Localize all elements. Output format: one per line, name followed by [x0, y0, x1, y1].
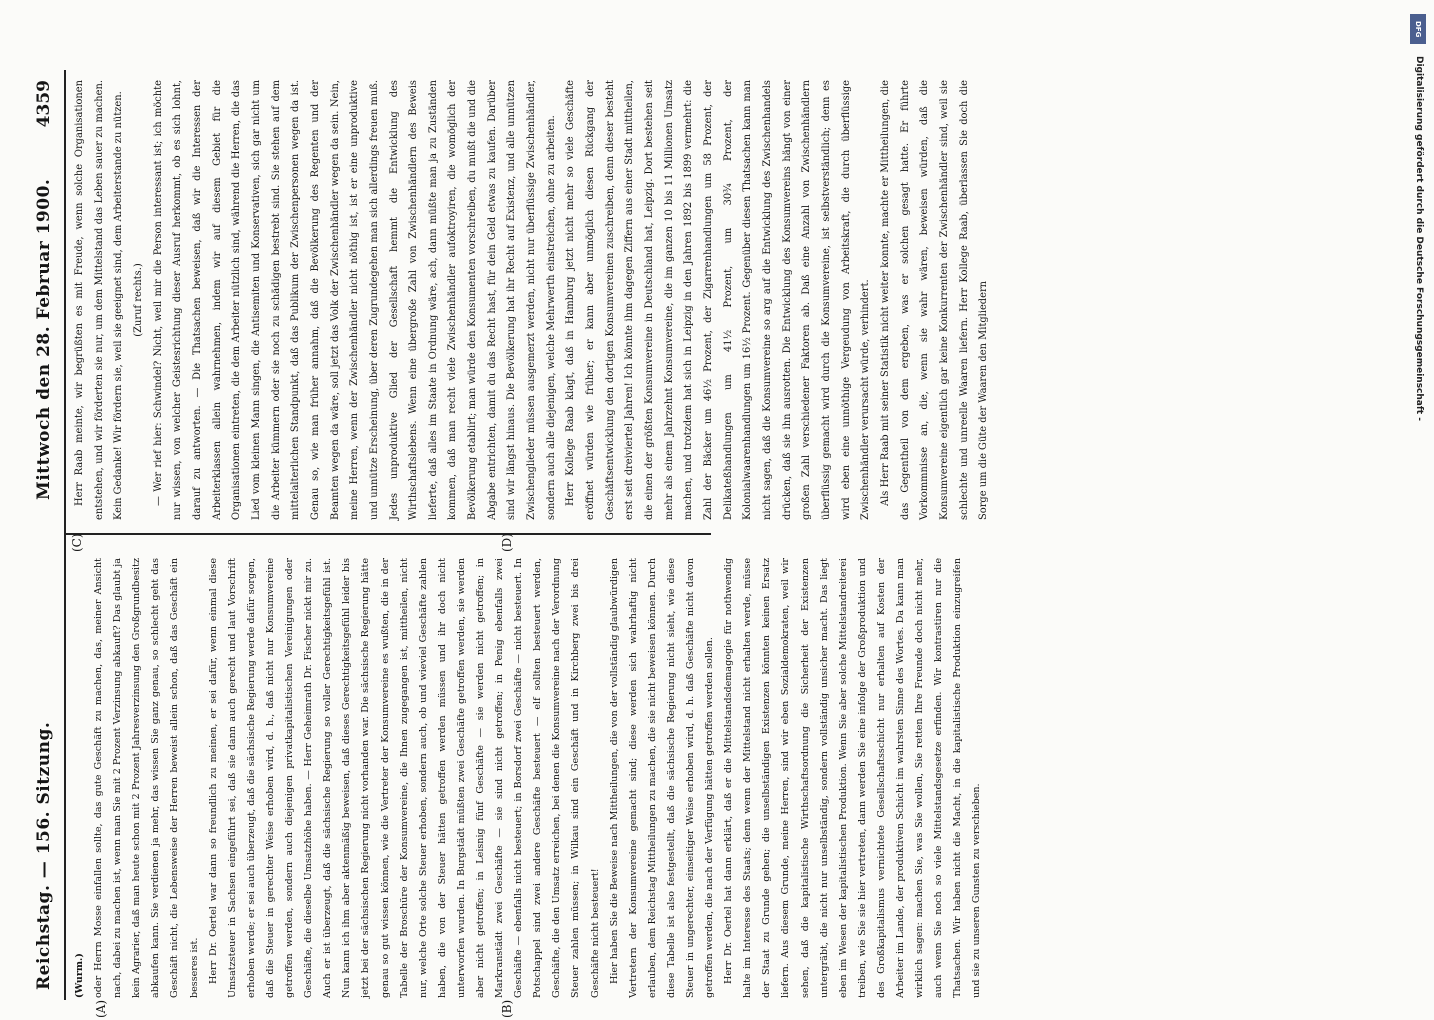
dfg-logo: DFG — [1410, 14, 1426, 44]
margin-mark-c: (C) — [70, 533, 84, 552]
paragraph: Herr Dr. Oertel hat dann erklärt, daß er die Mittelstandsdemagogie für nothwendig halte im Interesse des Staats; denn wenn der Mittelstand nicht erhalten werde, müsse der Staat zu Grunde gehen; die unselbständigen Existenzen könnten keinen Ersatz liefern. Aus diesem Grunde, meine Herren, sind wir eben Sozialdemokraten, weil wir sehen, daß die kapitalistische Wirthschaftsordnung die Sicherheit der Existenzen untergräbt, die nicht nur unselbständig, sondern vollständig unsicher macht. Das liegt eben im Wesen der kapitalistischen Produktion. Wenn Sie aber solche Mittelstandreiterei treiben, wie Sie sie hier vertreten, dann werden Sie eine infolge der Großproduktion und des Großkapitalismus vernichtete Gesellschaftsschicht nur erhalten auf Kosten der Arbeiter im Lande, der produktiven Schicht im wahrsten Sinne des Wortes. Da kann man wirklich sagen: machen Sie, was Sie wollen, Sie retten Ihre Freunde doch nicht mehr, auch wenn Sie noch so viele Mittelstandsgesetze erfinden. Wir kontrastiren nur die Thatsachen. Wir haben nicht die Macht, in die kapitalistische Produktion einzugreifen und sie zu unseren Gunsten zu verschieben. — [723, 558, 983, 998]
rotated-page-content — [30, 50, 1410, 1020]
left-column — [70, 558, 987, 998]
header-rule — [64, 70, 66, 1000]
interjection: (Zuruf rechts.) — [132, 263, 144, 337]
paragraph: Herr Kollege Raab klagt, daß in Hamburg jetzt nicht mehr so viele Geschäfte eröffnet würden wie früher; er kann aber unmöglich diesen Rückgang der Geschäftsentwicklung den dortigen Konsumvereinen zuschreiben, denn dieser besteht erst seit dreiviertel Jahren! Ich könnte ihm dagegen Ziffern aus einer Stadt mittheilen, die einen der größten Konsumvereine in Deutschland hat, Leipzig. Dort bestehen seit mehr als einem Jahrzehnt Konsumvereine, die im ganzen 10 bis 11 Millionen Umsatz machen, und trotzdem hat sich in Leipzig in den Jahren 1892 bis 1899 vermehrt: die Zahl der Bäcker um 46½ Prozent, der Zigarrenhandlungen um 58 Prozent, der Delikateßhandlungen um 41½ Prozent, um 30¾ Prozent, der Kolonialwaarenhandlungen um 16½ Prozent. Gegenüber diesen Thatsachen kann man nicht sagen, daß die Konsumvereine so arg auf die Entwicklung des Zwischenhandels drücken, daß sie ihn ausrotten. Die Entwicklung des Konsumvereins hängt von einer großen Zahl verschiedener Faktoren ab. Daß eine Anzahl von Zwischenhändlern überflüssig gemacht wird durch die Konsumvereine, ist selbstverständlich; denn es wird eben eine unnöthige Vergeudung von Arbeitskraft, die durch überflüssige Zwischenhändler verursacht würde, verhindert. — [565, 80, 872, 520]
header-date: Mittwoch den 28. Februar 1900. — [34, 178, 54, 500]
paragraph: Herr Dr. Oertel war dann so freundlich zu meinen, er sei dafür, wenn einmal diese Umsatzsteuer in Sachsen eingeführt sei, daß sie dann auch gerecht und laut Vorschrift erhoben werde; er sei auch überzeugt, daß die sächsische Regierung werde dafür sorgen, daß die Steuer in gerechter Weise erhoben wird, d. h., daß nicht nur Konsumvereine getroffen werden, sondern auch diejenigen privatkapitalistischen Vereinigungen oder Geschäfte, die dieselbe Umsatzhöhe haben. — Herr Geheimrath Dr. Fischer nickt mir zu. Auch er ist überzeugt, daß die sächsische Regierung so voller Gerechtigkeitsgefühl ist. Nun kann ich ihm aber aktenmäßig beweisen, daß dieses Gerechtigkeitsgefühl leider bis jetzt bei der sächsischen Regierung nicht vorhanden war. Die sächsische Regierung hätte genau so gut wissen können, wie die Vertreter der Konsumvereine es wußten, die in der Tabelle der Broschüre der Konsumvereine, die Ihnen zugegangen ist, mittheilen, nicht nur, welche Orte solche Steuer erhoben, sondern auch, ob und wieviel Geschäfte zahlen haben, die von der Steuer hätten getroffen werden müssen und ihr doch nicht unterworfen wurden. In Burgstädt müßten zwei Geschäfte getroffen werden, sie werden aber nicht getroffen; in Leisnig fünf Geschäfte — sie werden nicht getroffen; in Markranstädt zwei Geschäfte — sie sind nicht getroffen; in Penig ebenfalls zwei Geschäfte — ebenfalls nicht besteuert; in Borsdorf zwei Geschäfte — nicht besteuert. In Potschappel sind zwei andere Geschäfte besteuert — elf sollten besteuert werden, Geschäfte, die den Umsatz erreichen, bei denen die Konsumvereine nach der Verordnung Steuer zahlen müssen; in Wilkau sind ein Geschäft und in Kirchberg zwei bis drei Geschäfte nicht besteuert! — [207, 558, 601, 998]
paragraph: oder Herrn Mosse einfallen sollte, das gute Geschäft zu machen, das, meiner Ansicht nach, dabei zu machen ist, wenn man Sie mit 2 Prozent Verzinsung abkauft? Das glaubt ja kein Agrarier, daß man heute schon mit 2 Prozent Jahresverzinsung den Großgrundbesitz abkaufen kann. Sie verdienen ja mehr, das wissen Sie ganz genau, so schlecht geht das Geschäft nicht, die Lebensweise der Herren beweist allein schon, daß das Geschäft ein besseres ist. — [93, 558, 200, 998]
paragraph: — Wer rief hier: Schwindel? Nicht, weil mir die Person interessant ist; ich möchte nur wissen, von welcher Geistesrichtung dieser Ausruf herkommt, ob es sich lohnt, darauf zu antworten. — Die Thatsachen beweisen, daß wir die Interessen der Arbeiterklassen allein wahrnehmen, indem wir auf diesem Gebiet für die Organisationen eintreten, die dem Arbeiter nützlich sind, während die Herren, die das Lied vom kleinen Mann singen, die Antisemiten und Konservativen, sich gar nicht um die Arbeiter kümmern oder sie noch zu schädigen bestrebt sind. Sie stehen auf dem mittelalterlichen Standpunkt, daß das Publikum der Zwischenpersonen wegen da ist. Genau so, wie man früher annahm, daß die Bevölkerung des Regenten und der Beamten wegen da wäre, soll jetzt das Volk der Zwischenhändler wegen da sein. Nein, meine Herren, wenn der Zwischenhändler nicht nöthig ist, ist er eine unproduktive und unnütze Erscheinung, über deren Zugrundegehen man sich allerdings freuen muß. Jedes unproduktive Glied der Gesellschaft hemmt die Entwicklung des Wirthschaftslebens. Wenn eine übergroße Zahl von Zwischenhändlern des Beweis lieferte, daß alles im Staate in Ordnung wäre, ach, dann müßte man ja zu Zuständen kommen, daß man recht viele Zwischenhändler aufoktroyiren, die womöglich der Bevölkerung etablirt; man würde den Konsumenten vorschreiben, du mußt die und die Abgabe entrichten, damit du das Recht hast, für dein Geld etwas zu kaufen. Darüber sind wir längst hinaus. Die Bevölkerung hat ihr Recht auf Existenz, und alle unnützen Zwischenglieder müssen ausgemerzt werden, nicht nur überflüssige Zwischenhändler, sondern auch alle diejenigen, welche Mehrwerth einstreichen, ohne zu arbeiten. — [152, 80, 557, 520]
margin-mark-b: (B) — [500, 999, 514, 1018]
page-header — [30, 50, 64, 1020]
column-divider — [66, 533, 711, 535]
paragraph: Herr Raab meinte, wir begrüßten es mit Freude, wenn solche Organisationen entstehen, und wir förderten sie nur, um dem Mittelstand das Leben sauer zu machen. Kein Gedanke! Wir fördern sie, weil sie geeignet sind, dem Arbeiterstande zu nützen. — [74, 80, 125, 520]
right-column — [70, 80, 994, 520]
paragraph: Hier haben Sie die Beweise nach Mittheilungen, die von der vollständig glaubwürdigen Vertretern der Konsumvereine gemacht sind; diese werden sich wahrhaftig nicht erlauben, dem Reichstag Mittheilungen zu machen, die sie nicht beweisen können. Durch diese Tabelle ist also festgestellt, daß die sächsische Regierung nicht sieht, wie diese Steuer in ungerechter, einseitiger Weise erhoben wird, d. h. daß Geschäfte nicht davon getroffen werden, die nach der Verfügung hätten getroffen werden sollen. — [608, 558, 716, 998]
digitization-text: Digitalisierung gefördert durch die Deutsche Forschungsgemeinschaft - — [1414, 56, 1424, 421]
paragraph: Als Herr Raab mit seiner Statistik nicht weiter konnte, machte er Mittheilungen, die das Gegentheil von dem ergeben, was er solchen gesagt hatte. Er führte Vorkommnisse an, die, wenn sie wahr wären, beweisen würden, daß die Konsumvereine eigentlich gar keine Konkurrenten der Zwischenhändler sind, weil sie schlechte und unreelle Waaren liefern. Herr Kollege Raab, überlassen Sie doch die Sorge um die Güte der Waaren den Mitgliedern — [879, 80, 990, 520]
page-number: 4359 — [34, 80, 54, 128]
speaker-tag: (Wurm.) — [74, 953, 85, 998]
header-session: Reichstag. — 156. Sitzung. — [34, 721, 54, 990]
margin-mark-d: (D) — [500, 533, 514, 552]
digitization-note — [1408, 8, 1430, 988]
margin-mark-a: (A) — [94, 999, 108, 1018]
